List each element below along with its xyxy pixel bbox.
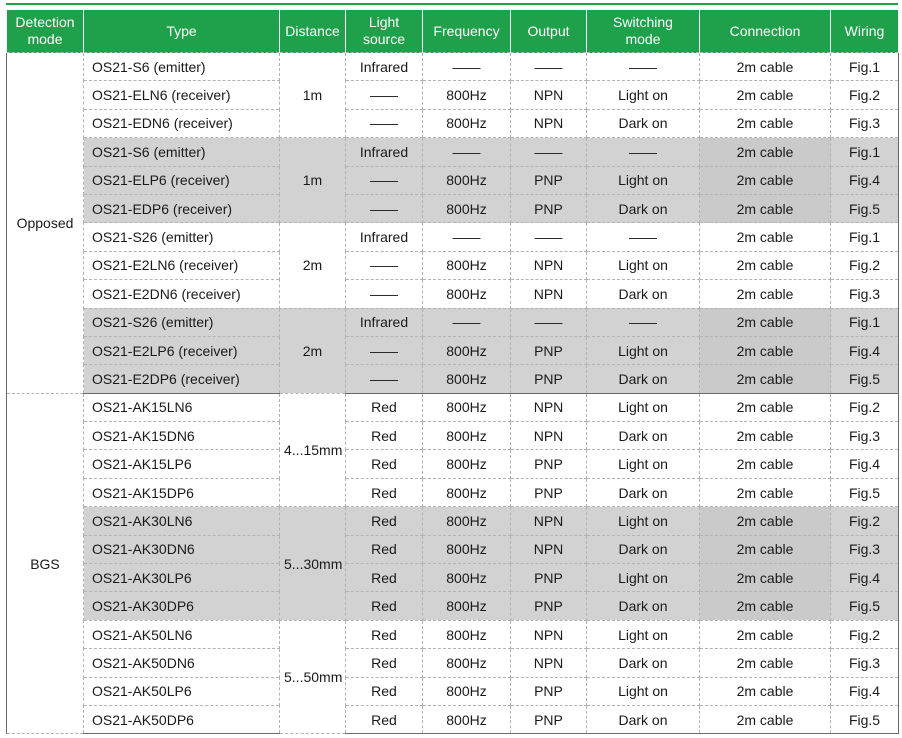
cell-output: NPN [511, 620, 587, 648]
cell-distance: 5...50mm [280, 620, 346, 734]
cell-connection: 2m cable [700, 251, 831, 279]
cell-wiring: Fig.4 [831, 450, 899, 478]
cell-connection: 2m cable [700, 53, 831, 81]
cell-frequency: 800Hz [423, 620, 511, 648]
cell-output: —— [511, 138, 587, 166]
cell-connection: 2m cable [700, 564, 831, 592]
cell-light-source: —— [346, 251, 423, 279]
cell-type: OS21-S6 (emitter) [84, 138, 280, 166]
cell-wiring: Fig.3 [831, 649, 899, 677]
cell-output: NPN [511, 535, 587, 563]
cell-frequency: 800Hz [423, 393, 511, 421]
table-row [7, 194, 899, 222]
header-type: Type [84, 10, 280, 53]
cell-frequency: 800Hz [423, 365, 511, 393]
cell-connection: 2m cable [700, 705, 831, 733]
table-body [7, 53, 899, 734]
cell-output: PNP [511, 365, 587, 393]
cell-distance: 1m [280, 138, 346, 223]
cell-wiring: Fig.1 [831, 53, 899, 81]
cell-output: NPN [511, 422, 587, 450]
cell-wiring: Fig.2 [831, 620, 899, 648]
cell-connection: 2m cable [700, 223, 831, 251]
cell-light-source: Infrared [346, 223, 423, 251]
cell-switching-mode: Light on [587, 81, 700, 109]
cell-type: OS21-AK50DP6 [84, 705, 280, 733]
cell-light-source: —— [346, 280, 423, 308]
cell-light-source: Red [346, 450, 423, 478]
cell-output: PNP [511, 166, 587, 194]
cell-connection: 2m cable [700, 365, 831, 393]
cell-output: NPN [511, 649, 587, 677]
cell-light-source: —— [346, 166, 423, 194]
cell-type: OS21-AK30LP6 [84, 564, 280, 592]
cell-type: OS21-AK50LN6 [84, 620, 280, 648]
cell-wiring: Fig.4 [831, 677, 899, 705]
spec-table [6, 10, 899, 734]
cell-switching-mode: Dark on [587, 592, 700, 620]
cell-distance: 5...30mm [280, 507, 346, 621]
table-row [7, 507, 899, 535]
cell-connection: 2m cable [700, 592, 831, 620]
cell-wiring: Fig.5 [831, 592, 899, 620]
table-row [7, 564, 899, 592]
table-row [7, 166, 899, 194]
cell-light-source: —— [346, 336, 423, 364]
cell-connection: 2m cable [700, 507, 831, 535]
cell-connection: 2m cable [700, 138, 831, 166]
cell-connection: 2m cable [700, 280, 831, 308]
cell-type: OS21-AK15DP6 [84, 478, 280, 506]
cell-switching-mode: Light on [587, 450, 700, 478]
cell-light-source: Red [346, 535, 423, 563]
cell-connection: 2m cable [700, 535, 831, 563]
cell-connection: 2m cable [700, 422, 831, 450]
cell-frequency: 800Hz [423, 251, 511, 279]
header-detection-mode: Detection mode [7, 10, 84, 53]
cell-type: OS21-E2LN6 (receiver) [84, 251, 280, 279]
cell-type: OS21-S26 (emitter) [84, 308, 280, 336]
cell-switching-mode: Light on [587, 507, 700, 535]
cell-type: OS21-AK15LN6 [84, 393, 280, 421]
table-row [7, 649, 899, 677]
cell-frequency: 800Hz [423, 649, 511, 677]
cell-switching-mode: Dark on [587, 535, 700, 563]
cell-output: PNP [511, 336, 587, 364]
cell-light-source: Red [346, 507, 423, 535]
cell-frequency: 800Hz [423, 166, 511, 194]
cell-switching-mode: Dark on [587, 109, 700, 137]
header-frequency: Frequency [423, 10, 511, 53]
cell-type: OS21-E2LP6 (receiver) [84, 336, 280, 364]
cell-detection-mode: BGS [7, 393, 84, 734]
cell-detection-mode: Opposed [7, 53, 84, 394]
cell-wiring: Fig.5 [831, 194, 899, 222]
cell-type: OS21-AK15DN6 [84, 422, 280, 450]
table-row [7, 280, 899, 308]
cell-frequency: 800Hz [423, 280, 511, 308]
cell-frequency: 800Hz [423, 677, 511, 705]
cell-switching-mode: Light on [587, 251, 700, 279]
cell-light-source: Red [346, 677, 423, 705]
cell-connection: 2m cable [700, 649, 831, 677]
cell-output: NPN [511, 251, 587, 279]
cell-type: OS21-S6 (emitter) [84, 53, 280, 81]
cell-light-source: Red [346, 393, 423, 421]
cell-wiring: Fig.4 [831, 336, 899, 364]
cell-output: NPN [511, 109, 587, 137]
cell-connection: 2m cable [700, 166, 831, 194]
cell-wiring: Fig.1 [831, 308, 899, 336]
table-row [7, 450, 899, 478]
header-connection: Connection [700, 10, 831, 53]
cell-output: —— [511, 53, 587, 81]
header-output: Output [511, 10, 587, 53]
cell-switching-mode: Light on [587, 564, 700, 592]
cell-light-source: Red [346, 592, 423, 620]
cell-output: PNP [511, 592, 587, 620]
cell-type: OS21-AK30DN6 [84, 535, 280, 563]
cell-type: OS21-S26 (emitter) [84, 223, 280, 251]
cell-output: —— [511, 223, 587, 251]
cell-distance: 2m [280, 308, 346, 393]
cell-connection: 2m cable [700, 336, 831, 364]
cell-switching-mode: Dark on [587, 365, 700, 393]
cell-wiring: Fig.4 [831, 166, 899, 194]
table-row [7, 393, 899, 421]
cell-connection: 2m cable [700, 81, 831, 109]
table-row [7, 677, 899, 705]
cell-switching-mode: Light on [587, 166, 700, 194]
cell-wiring: Fig.2 [831, 81, 899, 109]
table-row [7, 251, 899, 279]
cell-frequency: 800Hz [423, 564, 511, 592]
table-row [7, 592, 899, 620]
cell-output: PNP [511, 194, 587, 222]
cell-switching-mode: —— [587, 308, 700, 336]
table-row [7, 138, 899, 166]
cell-frequency: 800Hz [423, 450, 511, 478]
header-distance: Distance [280, 10, 346, 53]
table-row [7, 336, 899, 364]
cell-switching-mode: Dark on [587, 649, 700, 677]
cell-switching-mode: Dark on [587, 705, 700, 733]
cell-light-source: Red [346, 649, 423, 677]
cell-light-source: Infrared [346, 308, 423, 336]
cell-connection: 2m cable [700, 308, 831, 336]
cell-wiring: Fig.2 [831, 507, 899, 535]
table-row [7, 422, 899, 450]
cell-wiring: Fig.2 [831, 251, 899, 279]
cell-switching-mode: Dark on [587, 422, 700, 450]
cell-light-source: Infrared [346, 53, 423, 81]
table-row [7, 308, 899, 336]
cell-frequency: —— [423, 53, 511, 81]
cell-wiring: Fig.2 [831, 393, 899, 421]
table-row [7, 535, 899, 563]
cell-frequency: 800Hz [423, 336, 511, 364]
cell-output: NPN [511, 280, 587, 308]
cell-connection: 2m cable [700, 620, 831, 648]
top-rule [6, 3, 898, 5]
table-row [7, 478, 899, 506]
cell-distance: 2m [280, 223, 346, 308]
cell-connection: 2m cable [700, 450, 831, 478]
cell-connection: 2m cable [700, 677, 831, 705]
cell-switching-mode: Light on [587, 393, 700, 421]
cell-light-source: Red [346, 705, 423, 733]
cell-type: OS21-AK30DP6 [84, 592, 280, 620]
cell-distance: 4...15mm [280, 393, 346, 507]
cell-light-source: —— [346, 194, 423, 222]
table-row [7, 705, 899, 733]
cell-type: OS21-EDN6 (receiver) [84, 109, 280, 137]
cell-light-source: —— [346, 81, 423, 109]
cell-switching-mode: Light on [587, 336, 700, 364]
cell-switching-mode: —— [587, 223, 700, 251]
cell-frequency: 800Hz [423, 109, 511, 137]
cell-wiring: Fig.5 [831, 365, 899, 393]
cell-connection: 2m cable [700, 478, 831, 506]
cell-frequency: 800Hz [423, 705, 511, 733]
cell-light-source: —— [346, 109, 423, 137]
cell-switching-mode: Dark on [587, 478, 700, 506]
cell-light-source: Red [346, 422, 423, 450]
cell-wiring: Fig.3 [831, 422, 899, 450]
cell-wiring: Fig.1 [831, 223, 899, 251]
table-row [7, 53, 899, 81]
cell-light-source: Red [346, 620, 423, 648]
cell-frequency: 800Hz [423, 81, 511, 109]
cell-output: NPN [511, 507, 587, 535]
cell-frequency: 800Hz [423, 422, 511, 450]
cell-frequency: 800Hz [423, 478, 511, 506]
cell-type: OS21-ELN6 (receiver) [84, 81, 280, 109]
cell-connection: 2m cable [700, 194, 831, 222]
cell-output: PNP [511, 450, 587, 478]
cell-wiring: Fig.3 [831, 535, 899, 563]
cell-frequency: 800Hz [423, 507, 511, 535]
cell-frequency: 800Hz [423, 592, 511, 620]
table-row [7, 223, 899, 251]
cell-wiring: Fig.4 [831, 564, 899, 592]
cell-switching-mode: —— [587, 138, 700, 166]
cell-output: PNP [511, 564, 587, 592]
table-header-row [7, 10, 899, 53]
cell-output: PNP [511, 478, 587, 506]
cell-type: OS21-AK50LP6 [84, 677, 280, 705]
cell-type: OS21-E2DN6 (receiver) [84, 280, 280, 308]
cell-wiring: Fig.3 [831, 280, 899, 308]
cell-type: OS21-ELP6 (receiver) [84, 166, 280, 194]
table-row [7, 109, 899, 137]
cell-light-source: Infrared [346, 138, 423, 166]
cell-wiring: Fig.5 [831, 478, 899, 506]
cell-output: NPN [511, 393, 587, 421]
cell-wiring: Fig.3 [831, 109, 899, 137]
cell-switching-mode: Light on [587, 620, 700, 648]
cell-light-source: Red [346, 478, 423, 506]
cell-type: OS21-AK30LN6 [84, 507, 280, 535]
table-row [7, 620, 899, 648]
table-row [7, 81, 899, 109]
cell-output: —— [511, 308, 587, 336]
cell-output: NPN [511, 81, 587, 109]
cell-frequency: —— [423, 308, 511, 336]
cell-frequency: 800Hz [423, 535, 511, 563]
cell-wiring: Fig.5 [831, 705, 899, 733]
cell-switching-mode: —— [587, 53, 700, 81]
cell-frequency: 800Hz [423, 194, 511, 222]
cell-type: OS21-AK15LP6 [84, 450, 280, 478]
header-wiring: Wiring [831, 10, 899, 53]
cell-type: OS21-AK50DN6 [84, 649, 280, 677]
cell-switching-mode: Light on [587, 677, 700, 705]
cell-switching-mode: Dark on [587, 194, 700, 222]
cell-light-source: Red [346, 564, 423, 592]
cell-frequency: —— [423, 138, 511, 166]
header-switching-mode: Switching mode [587, 10, 700, 53]
cell-connection: 2m cable [700, 393, 831, 421]
header-light-source: Light source [346, 10, 423, 53]
cell-type: OS21-E2DP6 (receiver) [84, 365, 280, 393]
cell-switching-mode: Dark on [587, 280, 700, 308]
table-row [7, 365, 899, 393]
cell-output: PNP [511, 705, 587, 733]
cell-connection: 2m cable [700, 109, 831, 137]
cell-type: OS21-EDP6 (receiver) [84, 194, 280, 222]
cell-frequency: —— [423, 223, 511, 251]
cell-output: PNP [511, 677, 587, 705]
cell-distance: 1m [280, 53, 346, 138]
cell-wiring: Fig.1 [831, 138, 899, 166]
cell-light-source: —— [346, 365, 423, 393]
